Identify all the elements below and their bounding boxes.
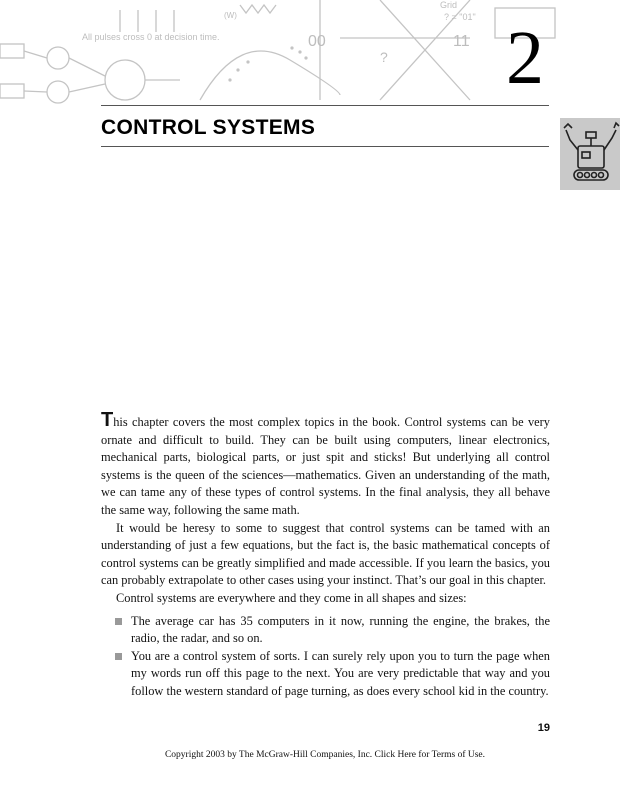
page-number: 19 (537, 722, 550, 734)
svg-text:Grid: Grid (440, 0, 458, 10)
bullet-text: You are a control system of sorts. I can surely rely upon you to turn the page when my words run off this page to the next. You are very predictable that way and you follow the western standard of page turning, as does every school kid in the country. (131, 648, 550, 698)
banner-illustration (0, 0, 560, 106)
chapter-banner (0, 0, 560, 106)
bullet-text: The average car has 35 computers in it now, running the engine, the brakes, the radio, the radar, and so on. (131, 613, 550, 646)
svg-text:All pulses cross 0 at decision: All pulses cross 0 at decision time. (82, 32, 220, 42)
paragraph-3: Control systems are everywhere and they come in all shapes and sizes: (116, 590, 467, 605)
drop-cap: T (101, 409, 114, 431)
title-top-rule (101, 105, 549, 106)
chapter-number: 2 (506, 16, 544, 100)
bullet-list (101, 613, 550, 701)
svg-text:?: ? (380, 49, 388, 65)
intro-paragraph-text: his chapter covers the most complex topics in the book. Control systems can be very ornate and difficult to build. They can be built using computers, linear electronics, mechanical parts, biological parts, or just spit and sticks! But underlying all control systems is the queen of the sciences—mathematics. Given an understanding of the math, we can tame any of these types of control systems. In the final analysis, they all behave the same way, following the same math. (101, 415, 550, 517)
chapter-title: CONTROL SYSTEMS (101, 116, 316, 139)
svg-text:? = "01": ? = "01" (444, 12, 476, 22)
svg-text:00: 00 (308, 33, 326, 50)
robot-icon (560, 118, 620, 190)
bullet-item (101, 648, 550, 701)
intro-paragraph (101, 409, 550, 520)
title-bottom-rule (101, 146, 549, 147)
paragraph-2: It would be heresy to some to suggest that control systems can be tamed with an understanding of just a few equations, but the fact is, the basic mathematical concepts of control systems can be greatly simplified and made accessible. If you learn the basics, you can probably extrapolate to other cases using your instinct. That’s our goal in this chapter. (101, 520, 550, 588)
bullet-square-icon (115, 618, 122, 625)
bullet-item (101, 613, 550, 648)
copyright-notice[interactable]: Copyright 2003 by The McGraw-Hill Companies, Inc. Click Here for Terms of Use. (164, 750, 486, 760)
chapter-body (101, 409, 550, 701)
chapter-tab (560, 118, 620, 190)
svg-text:(W): (W) (224, 11, 237, 20)
svg-text:11: 11 (453, 33, 470, 50)
bullet-square-icon (115, 653, 122, 660)
